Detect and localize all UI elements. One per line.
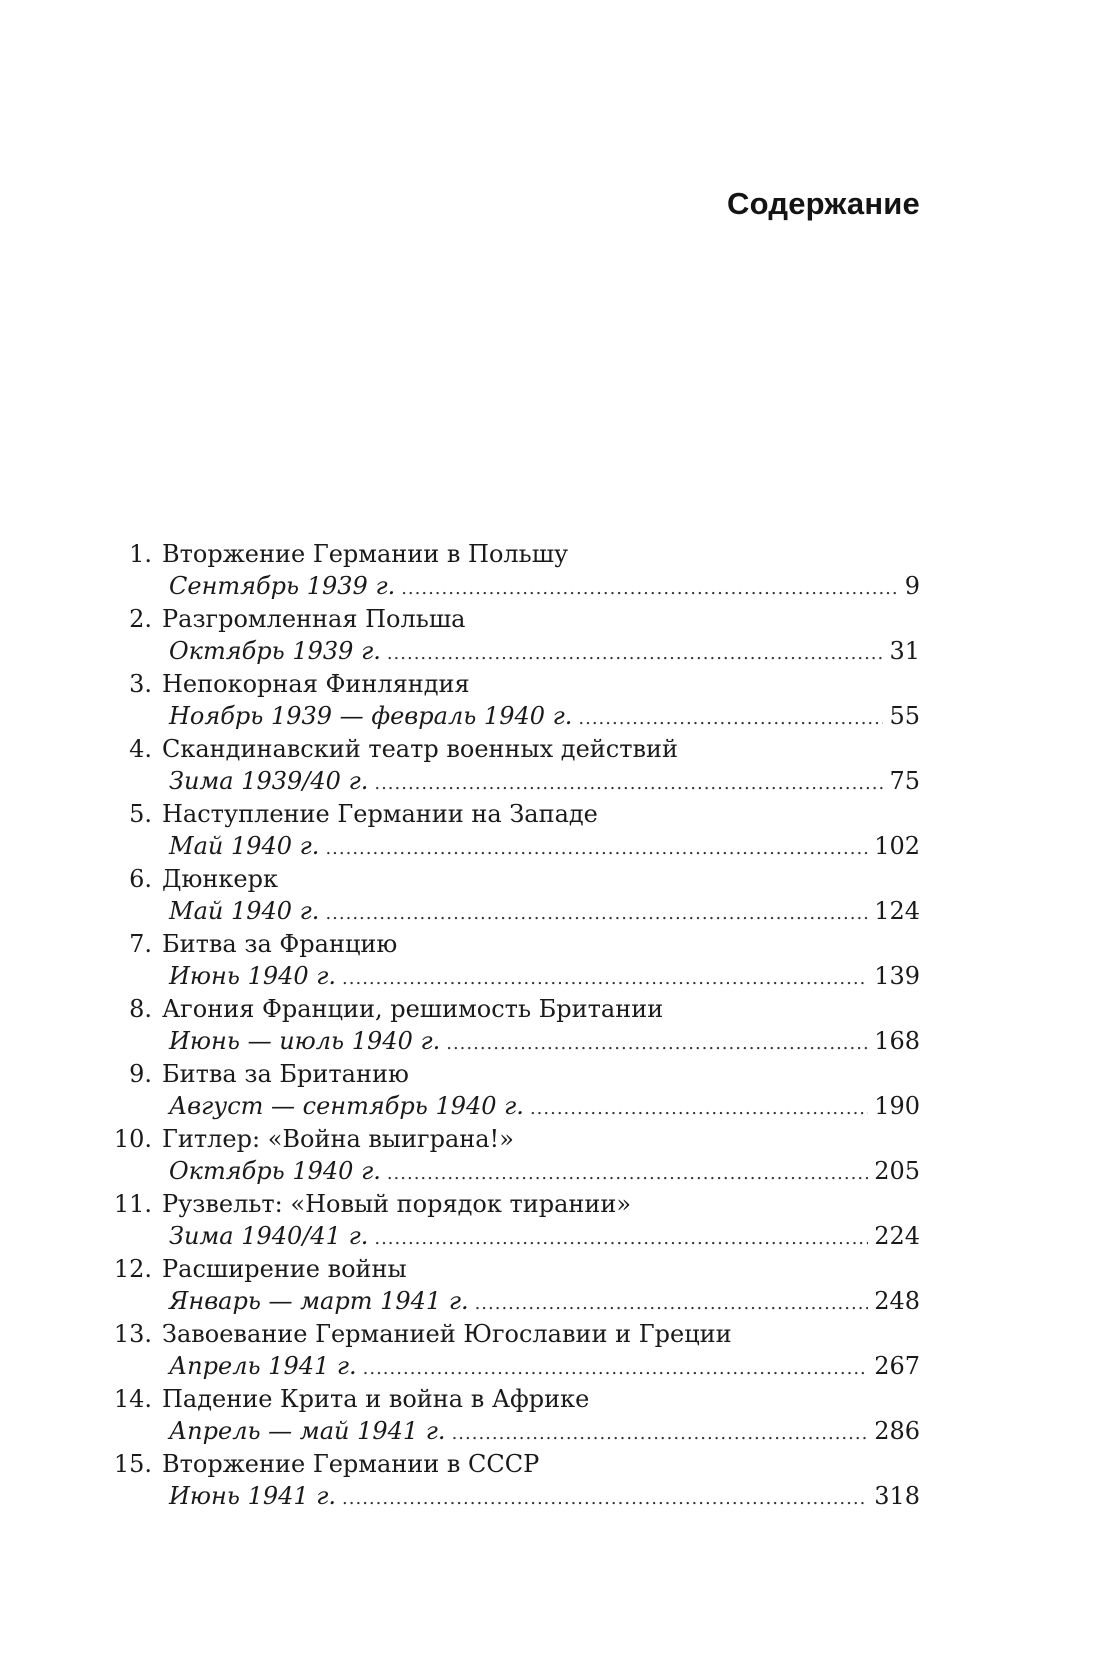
entry-title: Наступление Германии на Западе <box>162 800 598 828</box>
entry-date: Май 1940 г. <box>169 832 320 860</box>
entry-number: 14. <box>113 1385 152 1413</box>
dot-leader <box>530 1092 868 1125</box>
entry-page-number: 55 <box>889 702 920 730</box>
toc-entry <box>110 1123 920 1188</box>
entry-page-number: 190 <box>874 1092 920 1120</box>
entry-date-line <box>169 1220 920 1253</box>
entry-number: 4. <box>129 735 152 763</box>
entry-page-number: 9 <box>904 572 920 600</box>
entry-date: Август — сентябрь 1940 г. <box>169 1092 524 1120</box>
entry-date-line <box>169 1155 920 1188</box>
entry-title: Дюнкерк <box>162 865 278 893</box>
dot-leader <box>342 962 868 995</box>
entry-page-number: 248 <box>874 1287 920 1315</box>
entry-date: Апрель — май 1941 г. <box>169 1417 446 1445</box>
dot-leader <box>325 832 868 865</box>
entry-date: Зима 1939/40 г. <box>169 767 369 795</box>
entry-date-line <box>169 1480 920 1513</box>
entry-page-number: 205 <box>874 1157 920 1185</box>
dot-leader <box>387 1157 868 1190</box>
entry-title: Непокорная Финляндия <box>162 670 470 698</box>
entry-date: Май 1940 г. <box>169 897 320 925</box>
entry-page-number: 224 <box>874 1222 920 1250</box>
entry-title: Падение Крита и война в Африке <box>162 1385 590 1413</box>
entry-date-line <box>169 895 920 928</box>
table-of-contents <box>110 538 920 1513</box>
entry-number: 7. <box>129 930 152 958</box>
toc-entry <box>110 1188 920 1253</box>
entry-date-line <box>169 570 920 603</box>
entry-title: Гитлер: «Война выиграна!» <box>162 1125 514 1153</box>
entry-page-number: 102 <box>874 832 920 860</box>
entry-date: Ноябрь 1939 — февраль 1940 г. <box>169 702 573 730</box>
dot-leader <box>446 1027 868 1060</box>
entry-date: Октябрь 1940 г. <box>169 1157 381 1185</box>
entry-title: Вторжение Германии в Польшу <box>162 540 569 568</box>
dot-leader <box>578 702 883 735</box>
toc-entry <box>110 1448 920 1513</box>
entry-number: 1. <box>129 540 152 568</box>
entry-number: 10. <box>113 1125 152 1153</box>
entry-number: 13. <box>113 1320 152 1348</box>
entry-number: 6. <box>129 865 152 893</box>
entry-date: Июнь 1941 г. <box>169 1482 337 1510</box>
entry-number: 9. <box>129 1060 152 1088</box>
toc-entry <box>110 733 920 798</box>
entry-title: Битва за Францию <box>162 930 398 958</box>
entry-page-number: 318 <box>874 1482 920 1510</box>
entry-page-number: 139 <box>874 962 920 990</box>
dot-leader <box>387 637 884 670</box>
entry-date: Октябрь 1939 г. <box>169 637 381 665</box>
entry-number: 5. <box>129 800 152 828</box>
entry-date: Июнь — июль 1940 г. <box>169 1027 441 1055</box>
entry-number: 11. <box>113 1190 152 1218</box>
entry-date-line <box>169 1285 920 1318</box>
toc-entry <box>110 993 920 1058</box>
entry-number: 2. <box>129 605 152 633</box>
toc-entry <box>110 1058 920 1123</box>
entry-page-number: 267 <box>874 1352 920 1380</box>
entry-date-line <box>169 1090 920 1123</box>
entry-number: 3. <box>129 670 152 698</box>
entry-title: Скандинавский театр военных действий <box>162 735 678 763</box>
entry-page-number: 124 <box>874 897 920 925</box>
toc-entry <box>110 1383 920 1448</box>
entry-title: Агония Франции, решимость Британии <box>162 995 664 1023</box>
toc-entry <box>110 863 920 928</box>
entry-page-number: 286 <box>874 1417 920 1445</box>
dot-leader <box>374 767 883 800</box>
entry-page-number: 168 <box>874 1027 920 1055</box>
entry-date-line <box>169 700 920 733</box>
entry-date: Апрель 1941 г. <box>169 1352 357 1380</box>
entry-date: Июнь 1940 г. <box>169 962 337 990</box>
dot-leader <box>325 897 868 930</box>
entry-date-line <box>169 635 920 668</box>
entry-title: Рузвельт: «Новый порядок тирании» <box>162 1190 632 1218</box>
entry-page-number: 75 <box>889 767 920 795</box>
entry-date: Сентябрь 1939 г. <box>169 572 396 600</box>
entry-date-line <box>169 1025 920 1058</box>
entry-title: Битва за Британию <box>162 1060 409 1088</box>
toc-entry <box>110 603 920 668</box>
entry-date-line <box>169 765 920 798</box>
entry-date-line <box>169 1415 920 1448</box>
toc-entry <box>110 928 920 993</box>
entry-number: 12. <box>113 1255 152 1283</box>
entry-title: Разгромленная Польша <box>162 605 466 633</box>
toc-entry <box>110 538 920 603</box>
dot-leader <box>401 572 899 605</box>
dot-leader <box>374 1222 868 1255</box>
entry-title: Расширение войны <box>162 1255 407 1283</box>
entry-date-line <box>169 960 920 993</box>
toc-entry <box>110 798 920 863</box>
entry-title: Завоевание Германией Югославии и Греции <box>162 1320 732 1348</box>
dot-leader <box>475 1287 869 1320</box>
dot-leader <box>342 1482 868 1515</box>
toc-entry <box>110 668 920 733</box>
entry-date: Зима 1940/41 г. <box>169 1222 369 1250</box>
entry-page-number: 31 <box>889 637 920 665</box>
dot-leader <box>363 1352 869 1385</box>
entry-number: 8. <box>129 995 152 1023</box>
toc-entry <box>110 1253 920 1318</box>
entry-date-line <box>169 830 920 863</box>
entry-title: Вторжение Германии в СССР <box>162 1450 540 1478</box>
entry-date-line <box>169 1350 920 1383</box>
page-title: Содержание <box>727 186 920 221</box>
entry-date: Январь — март 1941 г. <box>169 1287 469 1315</box>
toc-entry <box>110 1318 920 1383</box>
entry-number: 15. <box>113 1450 152 1478</box>
dot-leader <box>452 1417 869 1450</box>
